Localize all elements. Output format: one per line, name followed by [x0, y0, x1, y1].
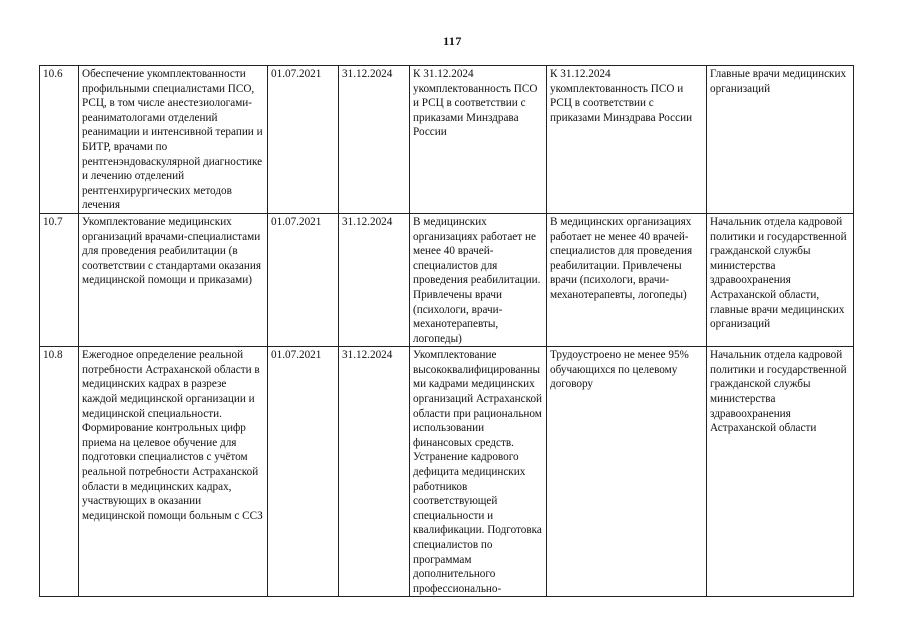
indicator-cell: В медицинских организациях работает не менее 40 врачей-специалистов для проведения реабилитации. Привлечены врачи (психологи, врачи-механотерапевты, логопеды) [547, 213, 707, 346]
start-date-cell: 01.07.2021 [268, 347, 339, 597]
responsible-cell: Начальник отдела кадровой политики и государственной гражданской службы министерства здравоохранения Астраханской области [707, 347, 854, 597]
table-row [40, 213, 854, 346]
measure-description-cell: Укомплектование медицинских организаций врачами-специалистами для проведения реабилитации (в соответствии с стандартами оказания медицинской помощи и приказами) [79, 213, 268, 346]
expected-result-cell: К 31.12.2024 укомплектованность ПСО и РСЦ в соответствии с приказами Минздрава России [410, 66, 547, 214]
start-date-cell: 01.07.2021 [268, 66, 339, 214]
measure-description-cell: Ежегодное определение реальной потребности Астраханской области в медицинских кадрах в разрезе каждой медицинской организации и медицинской специальности. Формирование контрольных цифр приема на целевое обучение для подготовки специалистов с учётом реальной потребности Астраханской области в медицинских кадрах, участвующих в оказании медицинской помощи больным с ССЗ [79, 347, 268, 597]
measures-table [39, 65, 854, 597]
responsible-cell: Главные врачи медицинских организаций [707, 66, 854, 214]
item-number-cell: 10.7 [40, 213, 79, 346]
expected-result-cell: Укомплектование высококвалифицированными кадрами медицинских организаций Астраханской области при рациональном использовании финансовых средств. Устранение кадрового дефицита медицинских работников соответствующей специальности и квалификации. Подготовка специалистов по программам дополнительного профессионально- [410, 347, 547, 597]
start-date-cell: 01.07.2021 [268, 213, 339, 346]
item-number-cell: 10.6 [40, 66, 79, 214]
item-number-cell: 10.8 [40, 347, 79, 597]
end-date-cell: 31.12.2024 [339, 213, 410, 346]
end-date-cell: 31.12.2024 [339, 347, 410, 597]
measure-description-cell: Обеспечение укомплектованности профильными специалистами ПСО, РСЦ, в том числе анестезиологами-реаниматологами отделений реанимации и интенсивной терапии и БИТР, врачами по рентгенэндоваскулярной диагностике и лечению отделений рентгенхирургических методов лечения [79, 66, 268, 214]
page-number: 117 [443, 34, 462, 48]
responsible-cell: Начальник отдела кадровой политики и государственной гражданской службы министерства здравоохранения Астраханской области, главные врачи медицинских организаций [707, 213, 854, 346]
indicator-cell: Трудоустроено не менее 95% обучающихся по целевому договору [547, 347, 707, 597]
table-row [40, 66, 854, 214]
end-date-cell: 31.12.2024 [339, 66, 410, 214]
expected-result-cell: В медицинских организациях работает не менее 40 врачей-специалистов для проведения реабилитации. Привлечены врачи (психологи, врачи-механотерапевты, логопеды) [410, 213, 547, 346]
indicator-cell: К 31.12.2024 укомплектованность ПСО и РСЦ в соответствии с приказами Минздрава России [547, 66, 707, 214]
table-row [40, 347, 854, 597]
